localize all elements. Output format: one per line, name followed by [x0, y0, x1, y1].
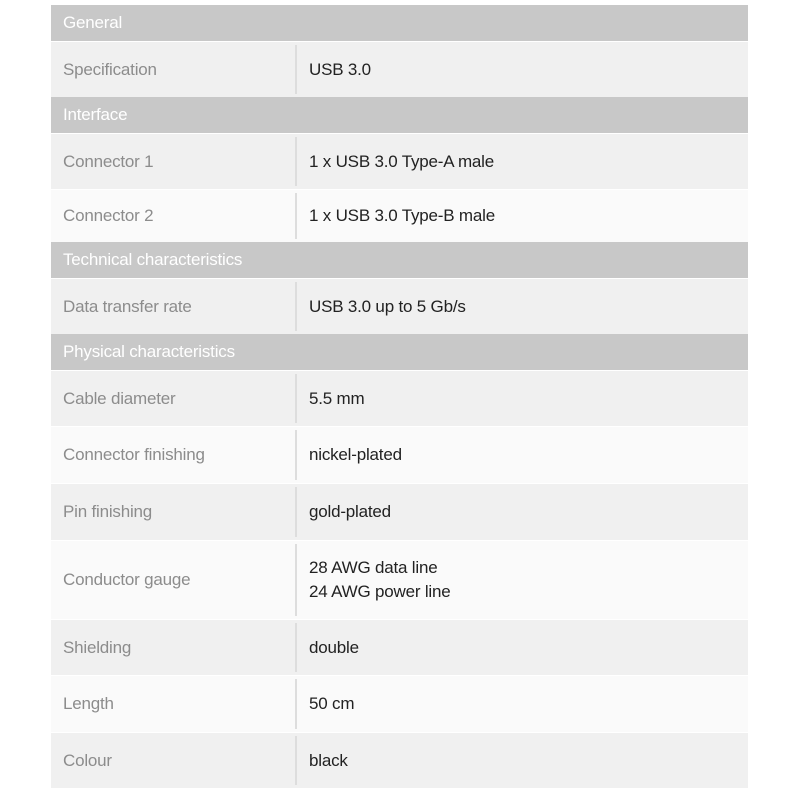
spec-row-pin-finishing: [51, 483, 748, 540]
spec-value-line: 1 x USB 3.0 Type-B male: [309, 206, 495, 225]
spec-value-line: USB 3.0: [309, 59, 371, 79]
spec-value: [297, 692, 748, 716]
spec-row-length: [51, 675, 748, 732]
spec-row-conductor-gauge: [51, 540, 748, 619]
spec-label: Connector 2: [63, 206, 154, 225]
spec-value: [297, 636, 748, 660]
spec-row-colour: [51, 732, 748, 788]
spec-value-line: black: [309, 750, 348, 770]
spec-label: Pin finishing: [63, 502, 153, 521]
spec-label: Connector finishing: [63, 445, 205, 464]
spec-value: [297, 500, 748, 524]
spec-value: [297, 58, 748, 82]
spec-value-line: 50 cm: [309, 694, 355, 713]
spec-value-line: 28 AWG data line: [309, 558, 438, 577]
spec-value-line: gold-plated: [309, 502, 391, 521]
spec-label: Conductor gauge: [63, 570, 191, 589]
spec-value-line: double: [309, 637, 359, 657]
section-header-interface: Interface: [51, 97, 748, 133]
spec-value: [297, 556, 748, 604]
spec-row-data-transfer-rate: [51, 278, 748, 334]
spec-label: Length: [63, 694, 114, 713]
spec-value: [297, 295, 748, 319]
spec-row-connector-2: [51, 189, 748, 242]
spec-value: [297, 749, 748, 773]
spec-label: Shielding: [63, 637, 132, 657]
spec-value: [297, 387, 748, 411]
spec-value-line: USB 3.0 up to 5 Gb/s: [309, 296, 466, 316]
spec-label: Colour: [63, 750, 112, 770]
spec-value-line: nickel-plated: [309, 445, 402, 464]
spec-label: Data transfer rate: [63, 296, 192, 316]
spec-row-cable-diameter: [51, 370, 748, 426]
section-header-physical: Physical characteristics: [51, 334, 748, 370]
spec-value-line: 1 x USB 3.0 Type-A male: [309, 151, 495, 171]
spec-row-specification: [51, 41, 748, 97]
spec-row-connector-finishing: [51, 426, 748, 483]
spec-value: [297, 443, 748, 467]
section-header-general: General: [51, 5, 748, 41]
spec-row-connector-1: [51, 133, 748, 189]
spec-value: [297, 204, 748, 228]
spec-value-line: 24 AWG power line: [309, 582, 451, 601]
spec-label: Specification: [63, 59, 157, 79]
section-header-technical: Technical characteristics: [51, 242, 748, 278]
spec-label: Connector 1: [63, 151, 154, 171]
spec-row-shielding: [51, 619, 748, 675]
spec-value: [297, 150, 748, 174]
spec-label: Cable diameter: [63, 388, 176, 408]
spec-table: [51, 5, 748, 788]
spec-value-line: 5.5 mm: [309, 388, 365, 408]
